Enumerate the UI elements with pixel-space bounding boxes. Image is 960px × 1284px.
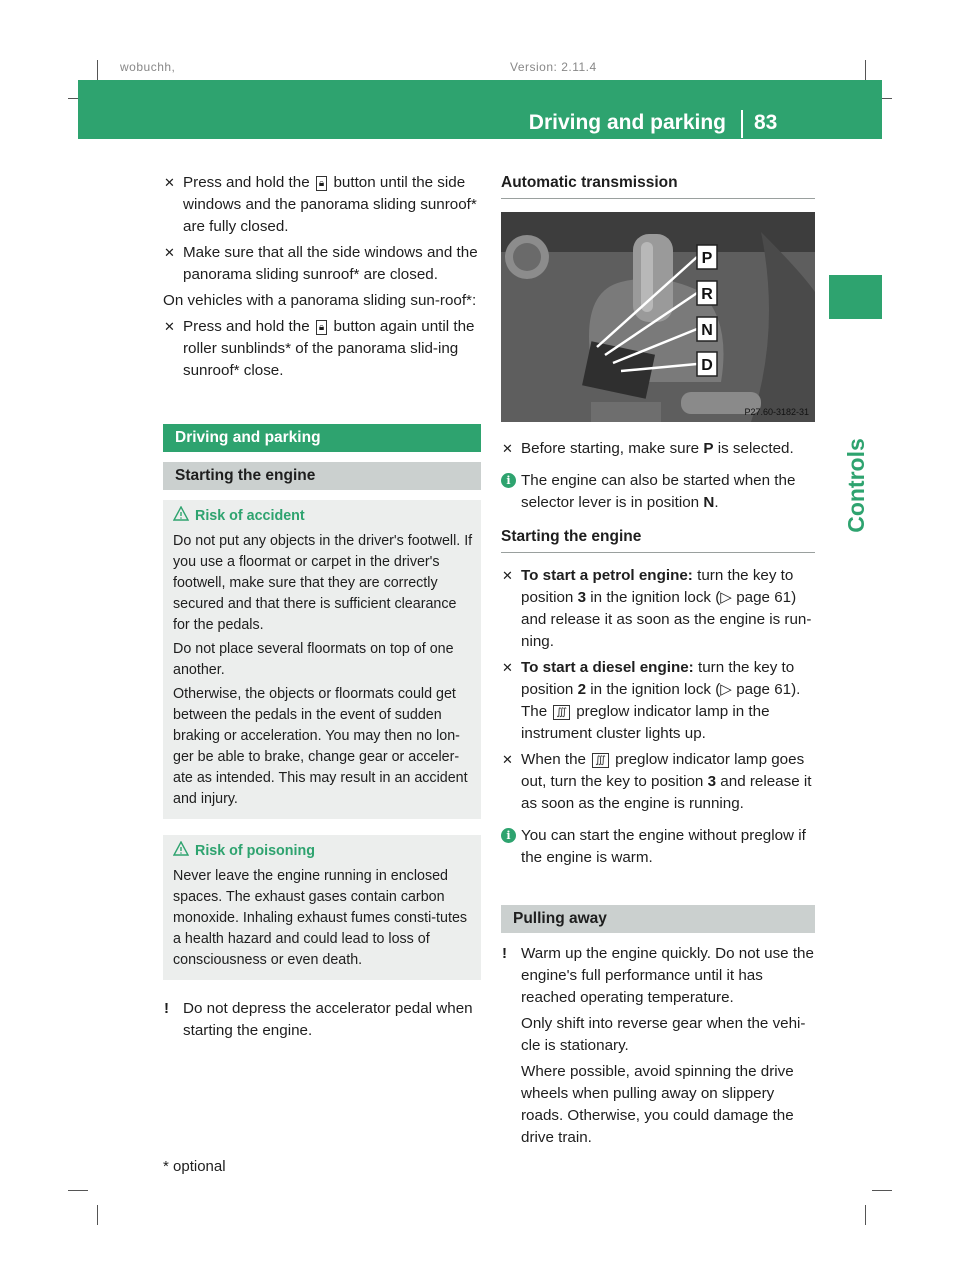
gear-label-p: P — [701, 250, 713, 267]
chapter-label — [830, 430, 882, 540]
step-arrow-icon: ✕ — [502, 752, 513, 767]
print-meta-left: wobuchh, — [120, 60, 176, 74]
crop-mark — [97, 1205, 98, 1225]
right-column — [501, 172, 815, 1153]
warning-text: Do not place several floormats on top of one another. — [173, 641, 454, 678]
crop-mark — [865, 1205, 866, 1225]
step-arrow-icon: ✕ — [164, 245, 175, 260]
warning-text: Never leave the engine running in enclosed spaces. The exhaust gases contain carbon monoxide. Inhaling exhaust fumes consti-tutes a health hazard and could lead to loss of consciousness or even death. — [173, 868, 468, 968]
crop-mark — [97, 60, 98, 80]
left-column — [163, 172, 481, 1046]
gear-label-n: N — [701, 322, 713, 339]
seat-lock-icon: 🔒︎ — [316, 320, 327, 335]
caution-note: ! Warm up the engine quickly. Do not use the engine's full performance until it has reached operating temperature. Only shift into reverse gear when the vehi-cle is stationary. Where possible, avoid spinning the drive wheels when pulling away on slippery roads. Otherwise, you could damage the drive train. — [502, 945, 814, 1146]
footnote: * optional — [163, 1158, 226, 1175]
warning-triangle-icon — [173, 506, 189, 522]
gear-label-r: R — [701, 286, 713, 303]
warning-box — [163, 500, 481, 819]
chapter-label-text: Controls — [842, 437, 869, 533]
print-meta-right: Version: 2.11.4 — [510, 60, 597, 74]
page-number: 83 — [754, 111, 778, 134]
gear-label-d: D — [701, 357, 713, 374]
preglow-coil-icon: ∭ — [592, 753, 609, 768]
instruction-step: ✕ To start a petrol engine: turn the key to position 3 in the ignition lock (▷ page 61) and release it as soon as the engine is run-ning. — [502, 567, 812, 650]
chapter-tab — [829, 275, 882, 319]
instruction-step: ✕ Before starting, make sure P is selected. — [501, 438, 815, 460]
preglow-coil-icon: ∭ — [553, 705, 570, 720]
info-note: i You can start the engine without preglow if the engine is warm. — [501, 825, 815, 869]
warning-title: Risk of accident — [173, 506, 475, 527]
caution-note: ! Do not depress the accelerator pedal when starting the engine. — [164, 1000, 473, 1039]
page-header — [78, 80, 882, 139]
subheading: Starting the engine — [501, 526, 815, 553]
instruction-step: ✕ Make sure that all the side windows and the panorama sliding sunroof* are closed. — [164, 244, 478, 283]
subheading: Automatic transmission — [501, 172, 815, 199]
instruction-step: ✕ Press and hold the 🔒︎ button again until the roller sunblinds* of the panorama slid-ing sunroof* close. — [164, 318, 475, 379]
warning-title: Risk of poisoning — [173, 841, 475, 862]
crop-mark — [872, 1190, 892, 1191]
crop-mark — [68, 1190, 88, 1191]
exclamation-icon: ! — [164, 1000, 169, 1017]
subsection-heading: Starting the engine — [163, 462, 481, 490]
info-icon: i — [501, 828, 516, 843]
gear-selector-photo — [501, 212, 815, 422]
header-divider — [741, 110, 743, 138]
page-title: Driving and parking — [528, 111, 726, 134]
seat-lock-icon: 🔒︎ — [316, 176, 327, 191]
crop-mark — [865, 60, 866, 80]
instruction-step: ✕ Press and hold the 🔒︎ button until the side windows and the panorama sliding sunroof* are fully closed. — [164, 174, 477, 235]
page-reference: ▷ page 61 — [720, 589, 792, 606]
warning-text: Otherwise, the objects or floormats could get between the pedals in the event of sudden braking or acceleration. You may then no lon-ger be able to brake, change gear or acceler-ate as intended. This may result in an accident and injury. — [173, 686, 468, 807]
instruction-step: ✕ To start a diesel engine: turn the key to position 2 in the ignition lock (▷ page 61). The ∭ preglow indicator lamp in the instrument cluster lights up. — [502, 659, 801, 742]
warning-box — [163, 835, 481, 980]
subsection-heading: Pulling away — [501, 905, 815, 933]
instruction-step: ✕ When the ∭ preglow indicator lamp goes out, turn the key to position 3 and release it as soon as the engine is running. — [502, 751, 812, 812]
step-arrow-icon: ✕ — [502, 441, 513, 456]
step-arrow-icon: ✕ — [164, 319, 175, 334]
info-icon: i — [501, 473, 516, 488]
page-reference: ▷ page 61 — [720, 681, 792, 698]
gear-selector-illustration — [501, 212, 815, 422]
warning-text: Do not put any objects in the driver's footwell. If you use a floormat or carpet in the driver's footwell, make sure that they are correctly secured and that there is sufficient clearance for the pedals. — [173, 533, 473, 633]
section-heading: Driving and parking — [163, 424, 481, 452]
step-arrow-icon: ✕ — [164, 175, 175, 190]
image-code: P27.60-3182-31 — [744, 407, 809, 417]
info-note: i The engine can also be started when the selector lever is in position N. — [501, 470, 815, 514]
paragraph: On vehicles with a panorama sliding sun-roof*: — [163, 292, 477, 309]
step-arrow-icon: ✕ — [502, 660, 513, 675]
warning-triangle-icon — [173, 841, 189, 857]
step-arrow-icon: ✕ — [502, 568, 513, 583]
exclamation-icon: ! — [502, 945, 507, 962]
